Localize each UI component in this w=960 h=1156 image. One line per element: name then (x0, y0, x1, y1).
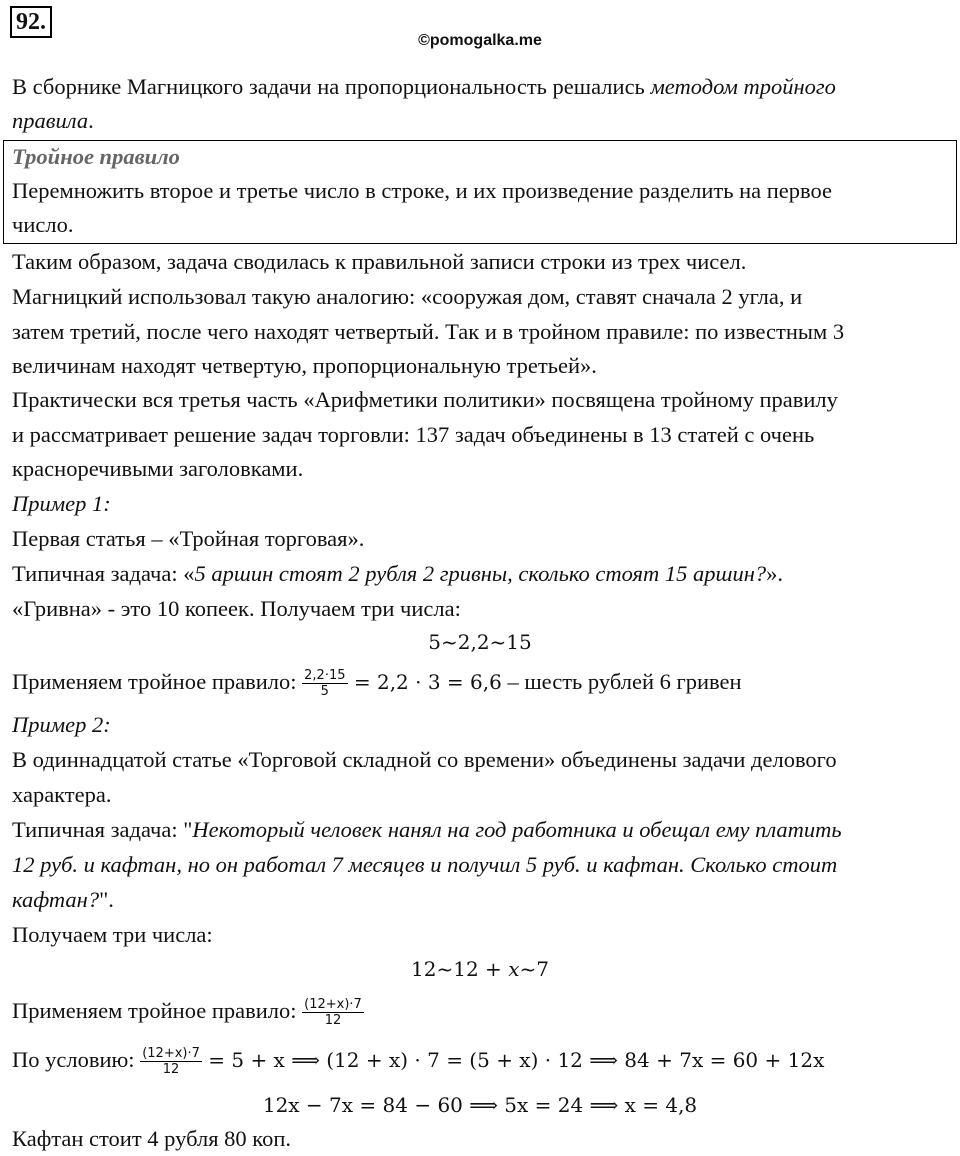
example1-numbers: 5~2,2~15 (428, 630, 532, 654)
example2-task-2 (12, 848, 837, 882)
intro-dot: . (88, 108, 94, 133)
example2-frac-num: (12+x)·7 (304, 997, 362, 1013)
example2-cond-eq: = 5 + x ⟹ (12 + x) · 7 = (5 + x) · 12 ⟹ 84 + 7x = 60 + 12x (201, 1048, 825, 1072)
example1-title (12, 487, 111, 521)
intro-italic-1: методом тройного (650, 74, 836, 99)
example2-task-1 (12, 813, 842, 847)
example1-article: Первая статья – «Тройная торговая». (12, 526, 365, 551)
example2-answer: Кафтан стоит 4 рубля 80 коп. (12, 1126, 292, 1151)
example1-apply-prefix: Применяем тройное правило: (12, 669, 303, 694)
example2-fraction (302, 997, 364, 1028)
rule-title: Тройное правило (12, 144, 180, 169)
body-line-6: и рассматривает решение задач торговли: 137 задач объединены в 13 статей с очень (12, 422, 815, 447)
example2-solve: 12x − 7x = 84 − 60 ⟹ 5x = 24 ⟹ x = 4,8 (262, 1093, 698, 1117)
example1-frac-den: 5 (320, 684, 329, 700)
example1-task-prefix: Типичная задача: « (12, 561, 195, 586)
body-line-4: величинам находят четвертую, пропорциональную третьей». (12, 353, 597, 378)
example2-cond-frac-den: 12 (162, 1062, 180, 1078)
body-line-1: Таким образом, задача сводилась к правильной записи строки из трех чисел. (12, 249, 747, 274)
body-line-2: Магницкий использовал такую аналогию: «сооружая дом, ставят сначала 2 угла, и (12, 284, 803, 309)
example2-task-suffix: ". (99, 887, 114, 912)
body-line-3: затем третий, после чего находят четвертый. Так и в тройном правиле: по известным 3 (12, 319, 845, 344)
example2-frac-den: 12 (324, 1013, 342, 1029)
example2-article-1: В одиннадцатой статье «Торговой складной со времени» объединены задачи делового (12, 747, 837, 772)
intro-italic-2: правила (12, 108, 89, 133)
example2-cond-prefix: По условию: (12, 1047, 141, 1072)
example2-numbers-x: x (508, 957, 520, 981)
example1-frac-num: 2,2·15 (304, 668, 346, 684)
example2-task-prefix: Типичная задача: " (12, 817, 193, 842)
example2-apply-prefix: Применяем тройное правило: (12, 998, 303, 1023)
example2-task-text-2: 12 руб. и кафтан, но он работал 7 месяцев и получил 5 руб. и кафтан. Сколько стоит (12, 852, 838, 877)
intro-text: В сборнике Магницкого задачи на пропорциональность решались (12, 74, 651, 99)
example2-numbers (0, 952, 960, 986)
body-line-5: Практически вся третья часть «Арифметики политики» посвящена тройному правилу (12, 387, 838, 412)
example2-title-text: Пример 2: (12, 712, 111, 737)
example2-task-3 (12, 883, 114, 917)
intro-line-1 (12, 70, 836, 104)
example1-result: = 2,2 · 3 = 6,6 (347, 670, 502, 694)
example2-title (12, 708, 111, 742)
example1-task-text: 5 аршин стоят 2 рубля 2 гривны, сколько стоят 15 аршин? (194, 561, 767, 586)
body-line-7: красноречивыми заголовками. (12, 456, 304, 481)
rule-line-1: Перемножить второе и третье число в строке, и их произведение разделить на первое (12, 178, 833, 203)
example1-title-text: Пример 1: (12, 491, 111, 516)
rule-line-2: число. (12, 212, 74, 237)
example2-numbers-a: 12~12 + (411, 957, 509, 981)
example2-numbers-b: ~7 (519, 957, 549, 981)
task-number: 92. (10, 6, 52, 38)
intro-line-2 (12, 104, 94, 138)
example2-get-numbers: Получаем три числа: (12, 922, 213, 947)
example1-result-text: – шесть рублей 6 гривен (501, 669, 742, 694)
example1-grivna: «Гривна» - это 10 копеек. Получаем три числа: (12, 596, 461, 621)
example2-article-2: характера. (12, 782, 112, 807)
example1-task-suffix: ». (766, 561, 784, 586)
example2-apply (12, 994, 364, 1028)
example2-task-text-1: Некоторый человек нанял на год работника и обещал ему платить (192, 817, 842, 842)
example2-task-text-3: кафтан? (12, 887, 100, 912)
watermark: ©pomogalka.me (418, 32, 542, 49)
example1-fraction (302, 668, 347, 699)
example2-condition (12, 1043, 824, 1077)
example2-cond-frac-num: (12+x)·7 (142, 1046, 200, 1062)
example2-cond-fraction (140, 1046, 202, 1077)
example1-task (12, 557, 783, 591)
example1-apply (12, 665, 742, 699)
